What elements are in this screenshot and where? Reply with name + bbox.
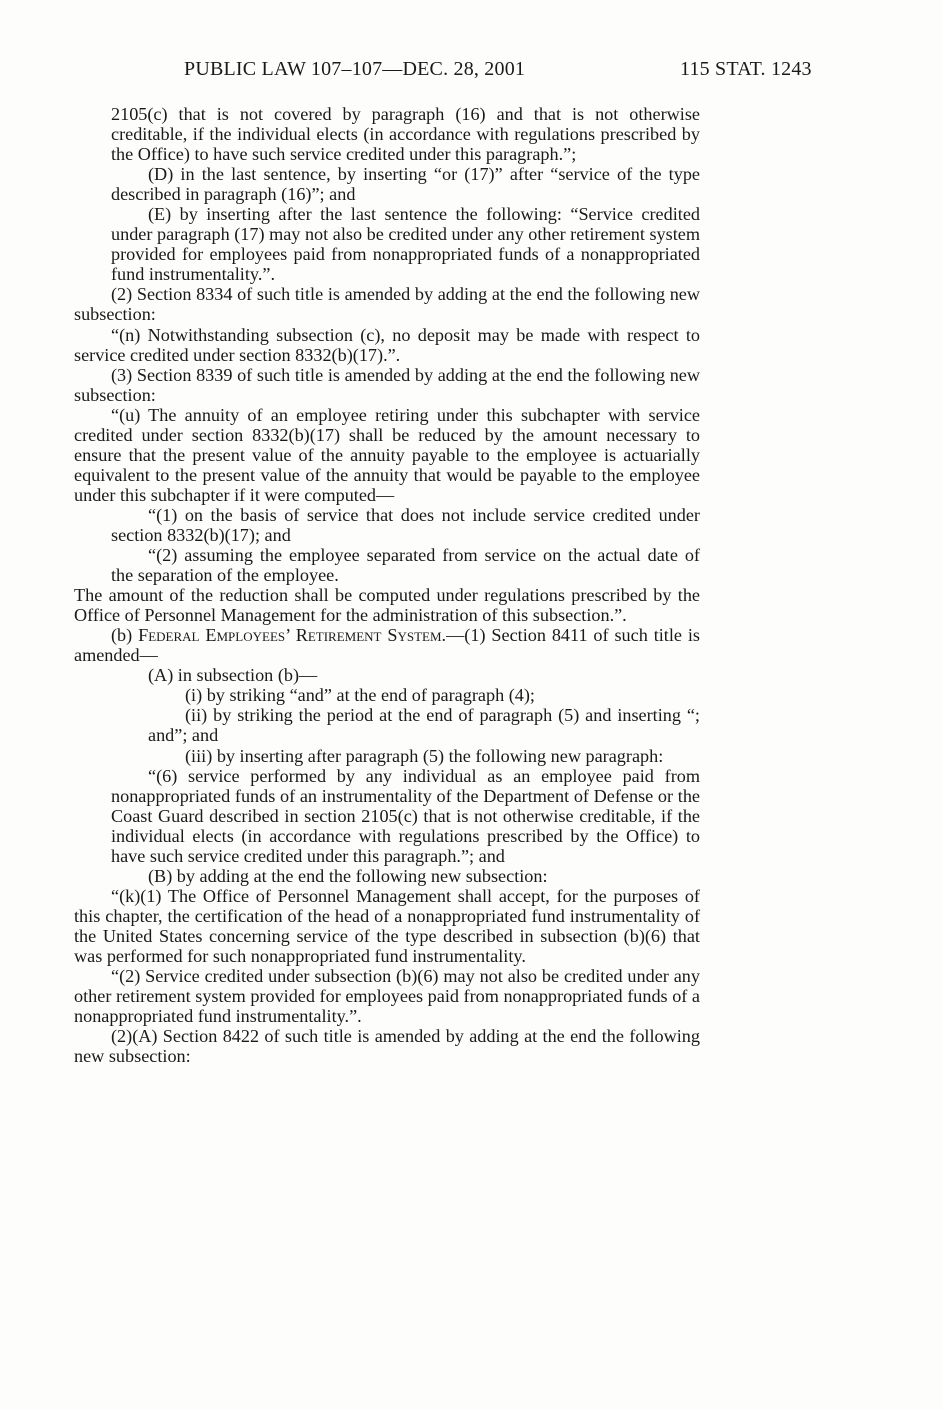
paragraph-e: (E) by inserting after the last sentence the following: “Service credited under paragraph (17) may not also be credited under any other retirement system provided for employees paid from nonappropriated funds of a nonappropriated fund instrumentality.”. — [111, 204, 700, 285]
paragraph-u-1: “(1) on the basis of service that does not include service credited under section 8332(b)(17); and — [111, 504, 700, 545]
paragraph-a-i: (i) by striking “and” at the end of paragraph (4); — [185, 685, 535, 706]
paragraph-continuation: 2105(c) that is not covered by paragraph (16) and that is not otherwise creditable, if the individual elects (in accordance with regulations prescribed by the Office) to have such service credited under this paragraph.”; — [111, 104, 700, 165]
statute-body — [74, 104, 700, 1066]
paragraph-a: (A) in subsection (b)— — [148, 665, 318, 686]
paragraph-k-2: “(2) Service credited under subsection (b)(6) may not also be credited under any other retirement system provided for employees paid from nonappropriated funds of a nonappropriated fund instrumentality.”. — [74, 966, 700, 1027]
paragraph-section-8339: (3) Section 8339 of such title is amended by adding at the end the following new subsection: — [74, 364, 700, 405]
paragraph-a-ii: (ii) by striking the period at the end of paragraph (5) and inserting “; and”; and — [148, 705, 700, 746]
section-8411-text: —(1) Section 8411 of such title is amended— — [74, 625, 700, 666]
paragraph-k-1: “(k)(1) The Office of Personnel Management shall accept, for the purposes of this chapter, the certification of the head of a nonappropriated fund instrumentality of the United States concerning service of the type described in subsection (b)(6) that was performed for such nonappropriated fund instrumentality. — [74, 885, 700, 966]
running-head: PUBLIC LAW 107–107—DEC. 28, 2001 — [184, 58, 526, 80]
paragraph-section-8334: (2) Section 8334 of such title is amended by adding at the end the following new subsection: — [74, 284, 700, 325]
paragraph-u-2: “(2) assuming the employee separated from service on the actual date of the separation of the employee. — [111, 545, 700, 586]
paragraph-new-6: “(6) service performed by any individual as an employee paid from nonappropriated funds of an instrumentality of the Department of Defense or the Coast Guard described in section 2105(c) that is not otherwise creditable, if the individual elects (in accordance with regulations prescribed by the Office) to have such service credited under this paragraph.”; and — [111, 765, 700, 866]
page-header — [0, 58, 943, 86]
paragraph-subsection-u: “(u) The annuity of an employee retiring under this subchapter with service credited under section 8332(b)(17) shall be reduced by the amount necessary to ensure that the present value of the annuity payable to the employee is actuarially equivalent to the present value of the annuity that would be payable to the employee under this subchapter if it were computed— — [74, 404, 700, 505]
paragraph-fers-heading — [74, 625, 700, 665]
statute-page-number: 115 STAT. 1243 — [680, 58, 812, 80]
paragraph-b: (B) by adding at the end the following new subsection: — [148, 865, 548, 886]
subsection-b-label: (b) — [111, 625, 133, 646]
fers-heading: Federal Employees’ Retirement System. — [138, 625, 447, 646]
paragraph-d: (D) in the last sentence, by inserting “or (17)” after “service of the type described in paragraph (16)”; and — [111, 164, 700, 205]
paragraph-reduction: The amount of the reduction shall be computed under regulations prescribed by the Office of Personnel Management for the administration of this subsection.”. — [74, 585, 700, 626]
paragraph-section-8422: (2)(A) Section 8422 of such title is amended by adding at the end the following new subsection: — [74, 1026, 700, 1067]
paragraph-a-iii: (iii) by inserting after paragraph (5) the following new paragraph: — [185, 745, 664, 766]
paragraph-subsection-n: “(n) Notwithstanding subsection (c), no deposit may be made with respect to service credited under section 8332(b)(17).”. — [74, 324, 700, 365]
